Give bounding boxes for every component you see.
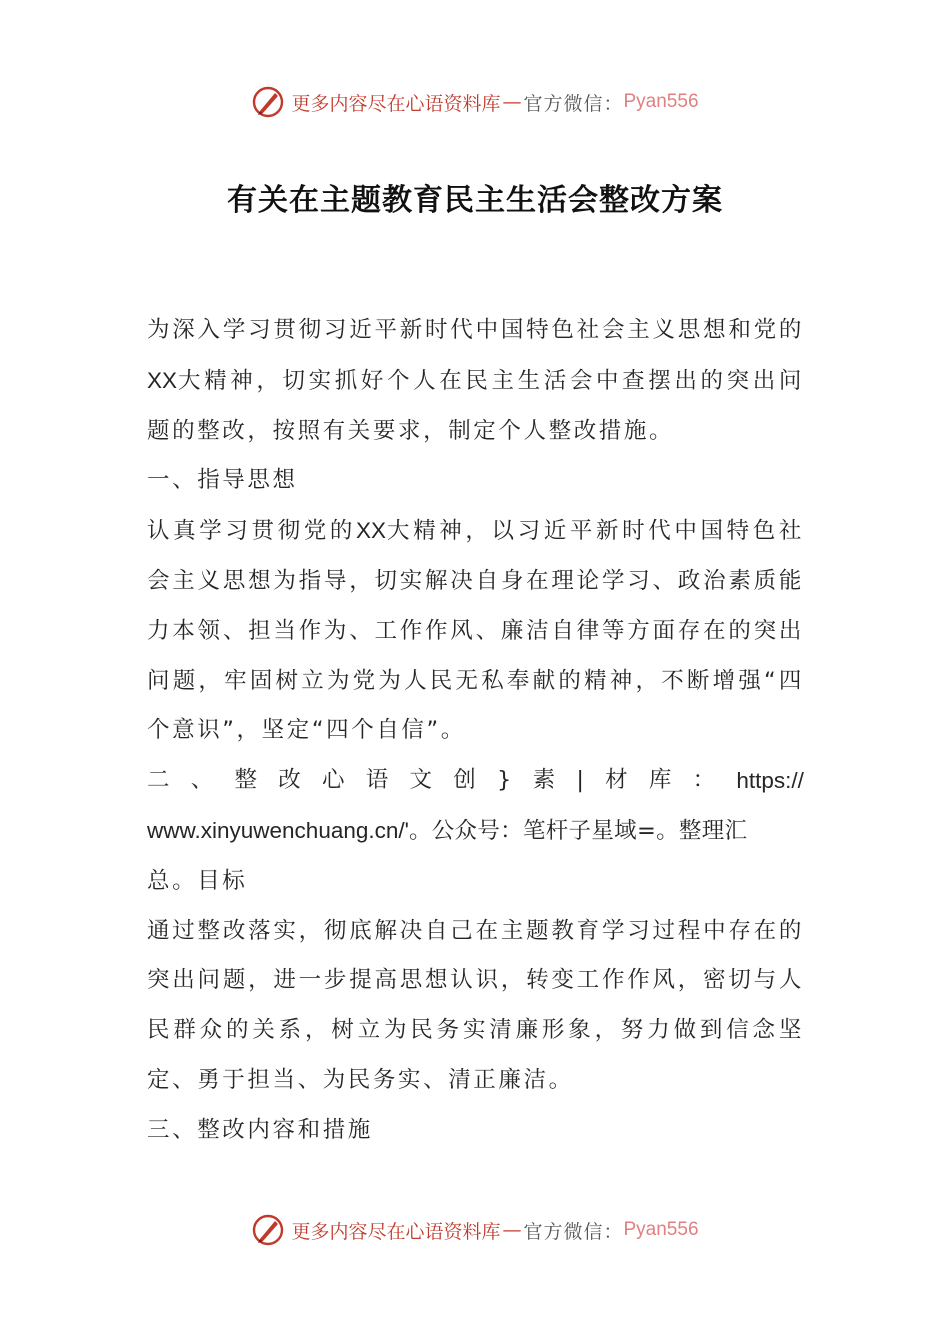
section2-heading-char: 改 — [278, 767, 301, 794]
document-body — [147, 306, 804, 1156]
section1-paragraph: 认真学习贯彻党的XX大精神，以习近平新时代中国特色社会主义思想为指导，切实解决自身在理论学习、政治素质能力本领、担当作为、工作作风、廉洁自律等方面存在的突出问题，牢固树立为党为人民无私奉献的精神，不断增强“四个意识”，坚定“四个自信”。 — [147, 518, 804, 744]
section2-heading-char: 库 — [648, 767, 672, 794]
document-title: 有关在主题教育民主生活会整改方案 — [227, 183, 723, 218]
banner-brand-text: 更多内容尽在心语资料库 — [291, 1220, 501, 1243]
section2-heading-char: 、 — [190, 767, 214, 794]
banner-wechat-id: Pyan556 — [623, 1219, 699, 1240]
section2-heading-char: } — [497, 767, 512, 794]
section2-heading-char: 材 — [605, 767, 628, 794]
section2-heading-char: 二 — [147, 767, 170, 794]
footer-banner — [0, 1210, 950, 1250]
intro-paragraph: 为深入学习贯彻习近平新时代中国特色社会主义思想和党的XX大精神，切实抓好个人在民主生活会中查摆出的突出问题的整改，按照有关要求，制定个人整改措施。 — [147, 317, 804, 444]
pen-logo-icon — [251, 1213, 285, 1247]
banner-dash: — — [502, 1219, 522, 1241]
section2-paragraph: 通过整改落实，彻底解决自己在主题教育学习过程中存在的突出问题，进一步提高思想认识，转变工作作风，密切与人民群众的关系，树立为民务实清廉形象，努力做到信念坚定、勇于担当、为民务实、清正廉洁。 — [147, 917, 804, 1093]
section1-heading: 一、指导思想 — [147, 467, 298, 494]
pen-logo-icon — [251, 85, 285, 119]
section2-heading-char: https:// — [736, 768, 804, 794]
banner-brand-text: 更多内容尽在心语资料库 — [291, 92, 501, 115]
banner-official-label: 官方微信： — [523, 1220, 624, 1243]
banner-official-label: 官方微信： — [523, 92, 624, 115]
section2-heading-char: | — [576, 767, 584, 794]
section2-heading-char: 语 — [365, 767, 389, 794]
section2-heading-line3: 总。目标 — [147, 867, 248, 894]
banner-dash: — — [502, 91, 522, 113]
section2-heading-char: 整 — [234, 767, 258, 794]
section2-heading-char: ： — [692, 767, 716, 794]
section2-heading-line2: www.xinyuwenchuang.cn/'。公众号：笔杆子星域=。整理汇 — [147, 817, 748, 844]
section2-heading-char: 创 — [453, 767, 476, 794]
section3-heading: 三、整改内容和措施 — [147, 1116, 373, 1143]
header-banner — [0, 82, 950, 122]
banner-wechat-id: Pyan556 — [623, 91, 699, 112]
section2-heading-char: 素 — [532, 767, 556, 794]
section2-heading-char: 心 — [322, 767, 345, 794]
section2-heading-char: 文 — [409, 767, 433, 794]
section2-heading-line1 — [147, 756, 804, 806]
